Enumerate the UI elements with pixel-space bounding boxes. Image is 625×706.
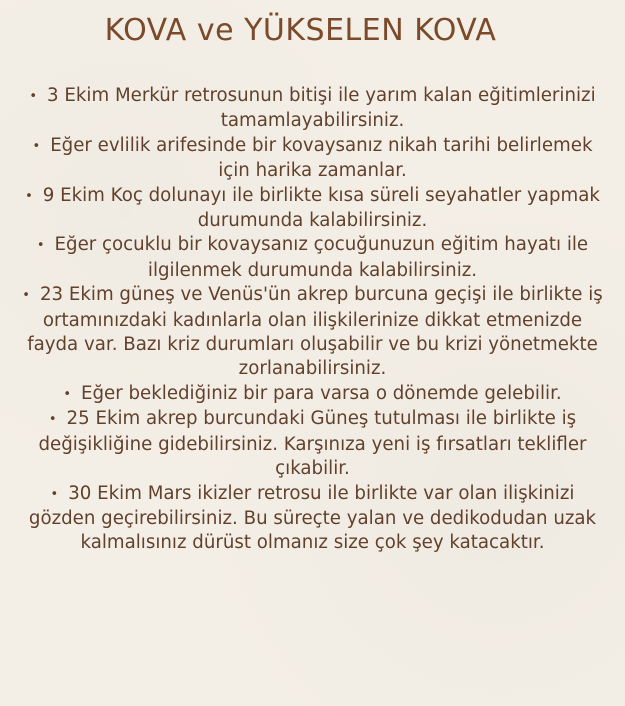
list-item-text: Eğer evlilik arifesinde bir kovaysanız nikah tarihi belirlemek için harika zamanlar. bbox=[50, 134, 593, 182]
bullet-icon: • bbox=[50, 486, 59, 502]
list-item bbox=[18, 233, 607, 283]
bullet-icon: • bbox=[25, 188, 33, 204]
list-item-text: Eğer çocuklu bir kovaysanız çocuğunuzun eğitim hayatı ile ilgilenmek durumunda kalabilirsiniz. bbox=[54, 234, 589, 281]
list-item-text: 23 Ekim güneş ve Venüs'ün akrep burcuna geçişi ile birlikte iş ortamınızdaki kadınlarla olan ilişkilerinize dikkat etmenizde fayda var. Bazı kriz durumları oluşabilir ve bu krizi yönetmekte zorlanabilirsiniz. bbox=[27, 284, 603, 380]
list-item bbox=[18, 84, 607, 134]
bullet-icon: • bbox=[63, 386, 72, 402]
bullet-icon: • bbox=[32, 138, 41, 154]
list-item-text: 30 Ekim Mars ikizler retrosu ile birlikte var olan ilişkinizi gözden geçirebilirsiniz. Bu süreçte yalan ve dedikodudan uzak kalmalısınız dürüst olmanız size çok şey katacaktır. bbox=[28, 482, 597, 554]
list-item bbox=[18, 407, 607, 481]
list-item bbox=[18, 134, 607, 184]
bullet-icon: • bbox=[48, 412, 57, 428]
bullet-icon: • bbox=[29, 89, 38, 104]
bullet-icon: • bbox=[36, 238, 45, 254]
document-title: KOVA ve YÜKSELEN KOVA bbox=[104, 13, 497, 48]
list-item bbox=[18, 482, 607, 556]
horoscope-list bbox=[18, 84, 607, 556]
list-item-text: 3 Ekim Merkür retrosunun bitişi ile yarım kalan eğitimlerinizi tamamlayabilirsiniz. bbox=[47, 85, 596, 132]
list-item-text: 9 Ekim Koç dolunayı ile birlikte kısa süreli seyahatler yapmak durumunda kalabilirsiniz. bbox=[42, 184, 600, 232]
bullet-icon: • bbox=[22, 288, 30, 304]
list-item bbox=[18, 382, 607, 407]
list-item-text: 25 Ekim akrep burcundaki Güneş tutulması ile birlikte iş değişikliğine gidebilirsiniz. Karşınıza yeni iş fırsatları teklifler çıkabilir. bbox=[38, 408, 587, 480]
list-item bbox=[18, 184, 607, 234]
list-item bbox=[18, 283, 607, 382]
list-item-text: Eğer beklediğiniz bir para varsa o dönemde gelebilir. bbox=[81, 382, 562, 404]
